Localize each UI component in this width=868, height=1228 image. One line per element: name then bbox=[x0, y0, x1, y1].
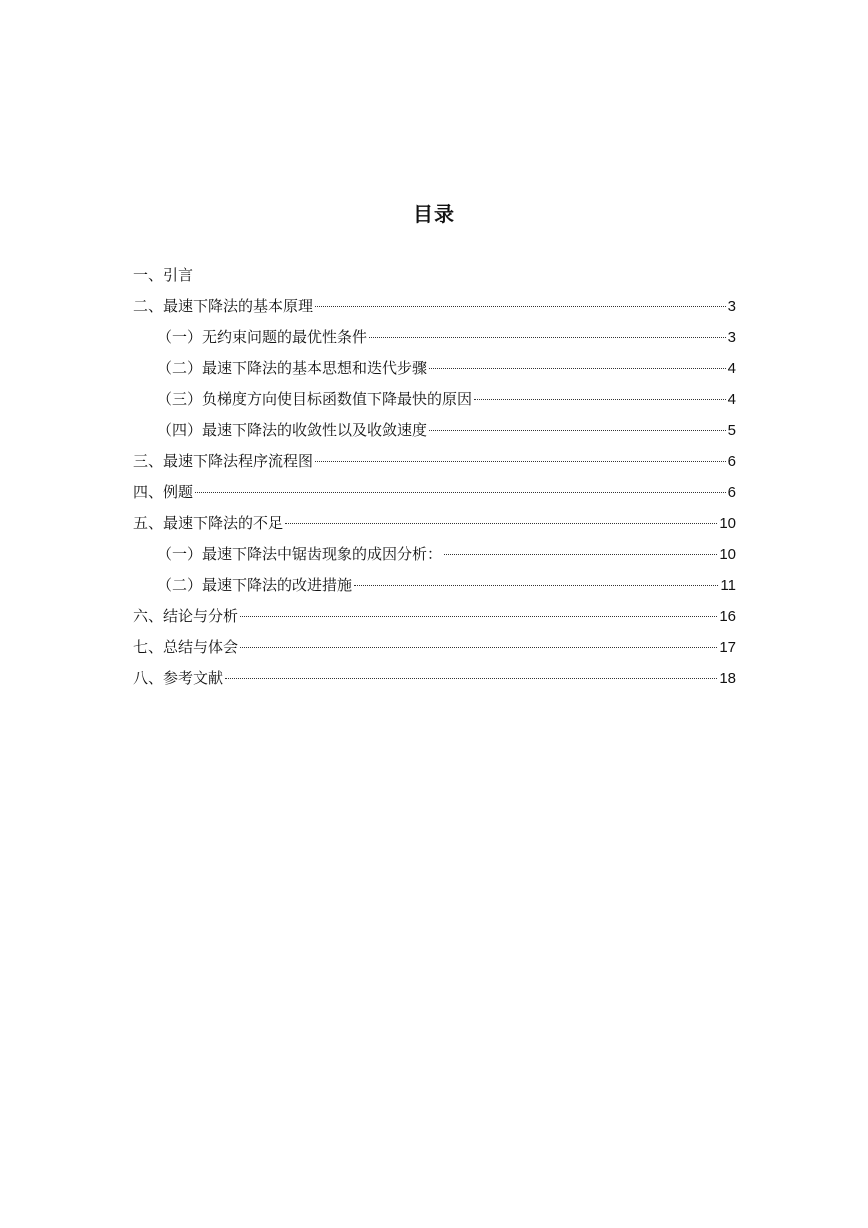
toc-entry-text: 五、最速下降法的不足 bbox=[133, 514, 284, 532]
toc-page-number: 18 bbox=[719, 670, 736, 687]
toc-leader bbox=[474, 398, 726, 400]
toc-leader bbox=[195, 491, 726, 493]
toc-entry-text: （一）最速下降法中锯齿现象的成因分析： bbox=[157, 545, 443, 563]
toc-page-number: 10 bbox=[719, 515, 736, 532]
toc-page-number: 6 bbox=[727, 484, 736, 501]
toc-leader bbox=[315, 305, 726, 307]
toc-entry-text: （一）无约束问题的最优性条件 bbox=[157, 328, 368, 346]
toc-leader bbox=[195, 275, 734, 276]
toc-entry[interactable] bbox=[133, 663, 736, 694]
toc-entry-text: （二）最速下降法的基本思想和迭代步骤 bbox=[157, 359, 428, 377]
toc-page-number: 5 bbox=[727, 422, 736, 439]
toc-page-number: 16 bbox=[719, 608, 736, 625]
toc-entry[interactable] bbox=[133, 539, 736, 570]
toc-page-number: 3 bbox=[727, 329, 736, 346]
toc-leader bbox=[429, 429, 726, 431]
table-of-contents bbox=[133, 260, 736, 694]
toc-entry[interactable] bbox=[133, 322, 736, 353]
toc-entry-text: 七、总结与体会 bbox=[133, 638, 239, 656]
toc-entry[interactable] bbox=[133, 415, 736, 446]
toc-leader bbox=[240, 615, 717, 617]
toc-entry-text: （二）最速下降法的改进措施 bbox=[157, 576, 353, 594]
toc-page-number: 3 bbox=[727, 298, 736, 315]
toc-entry[interactable] bbox=[133, 477, 736, 508]
toc-leader bbox=[444, 553, 717, 555]
toc-entry-text: （三）负梯度方向使目标函数值下降最快的原因 bbox=[157, 390, 473, 408]
toc-entry[interactable] bbox=[133, 260, 736, 291]
toc-page-number: 17 bbox=[719, 639, 736, 656]
toc-leader bbox=[225, 677, 717, 679]
toc-entry[interactable] bbox=[133, 446, 736, 477]
toc-entry-text: 二、最速下降法的基本原理 bbox=[133, 297, 314, 315]
page-title: 目录 bbox=[413, 202, 455, 226]
toc-leader bbox=[429, 367, 726, 369]
toc-entry-text: 八、参考文献 bbox=[133, 669, 224, 687]
toc-leader bbox=[369, 336, 726, 338]
toc-entry[interactable] bbox=[133, 601, 736, 632]
toc-entry[interactable] bbox=[133, 632, 736, 663]
toc-page-number: 4 bbox=[727, 391, 736, 408]
toc-leader bbox=[285, 522, 717, 524]
toc-page-number: 4 bbox=[727, 360, 736, 377]
toc-leader bbox=[315, 460, 726, 462]
toc-entry-text: 四、例题 bbox=[133, 483, 194, 501]
toc-entry-text: 一、引言 bbox=[133, 266, 194, 284]
toc-page-number: 10 bbox=[719, 546, 736, 563]
toc-page-number: 6 bbox=[727, 453, 736, 470]
toc-entry[interactable] bbox=[133, 570, 736, 601]
toc-page-number: 11 bbox=[720, 577, 736, 594]
toc-entry-text: （四）最速下降法的收敛性以及收敛速度 bbox=[157, 421, 428, 439]
toc-leader bbox=[354, 584, 718, 586]
toc-entry[interactable] bbox=[133, 508, 736, 539]
toc-entry-text: 三、最速下降法程序流程图 bbox=[133, 452, 314, 470]
toc-entry[interactable] bbox=[133, 291, 736, 322]
toc-leader bbox=[240, 646, 717, 648]
toc-entry-text: 六、结论与分析 bbox=[133, 607, 239, 625]
toc-entry[interactable] bbox=[133, 384, 736, 415]
toc-entry[interactable] bbox=[133, 353, 736, 384]
